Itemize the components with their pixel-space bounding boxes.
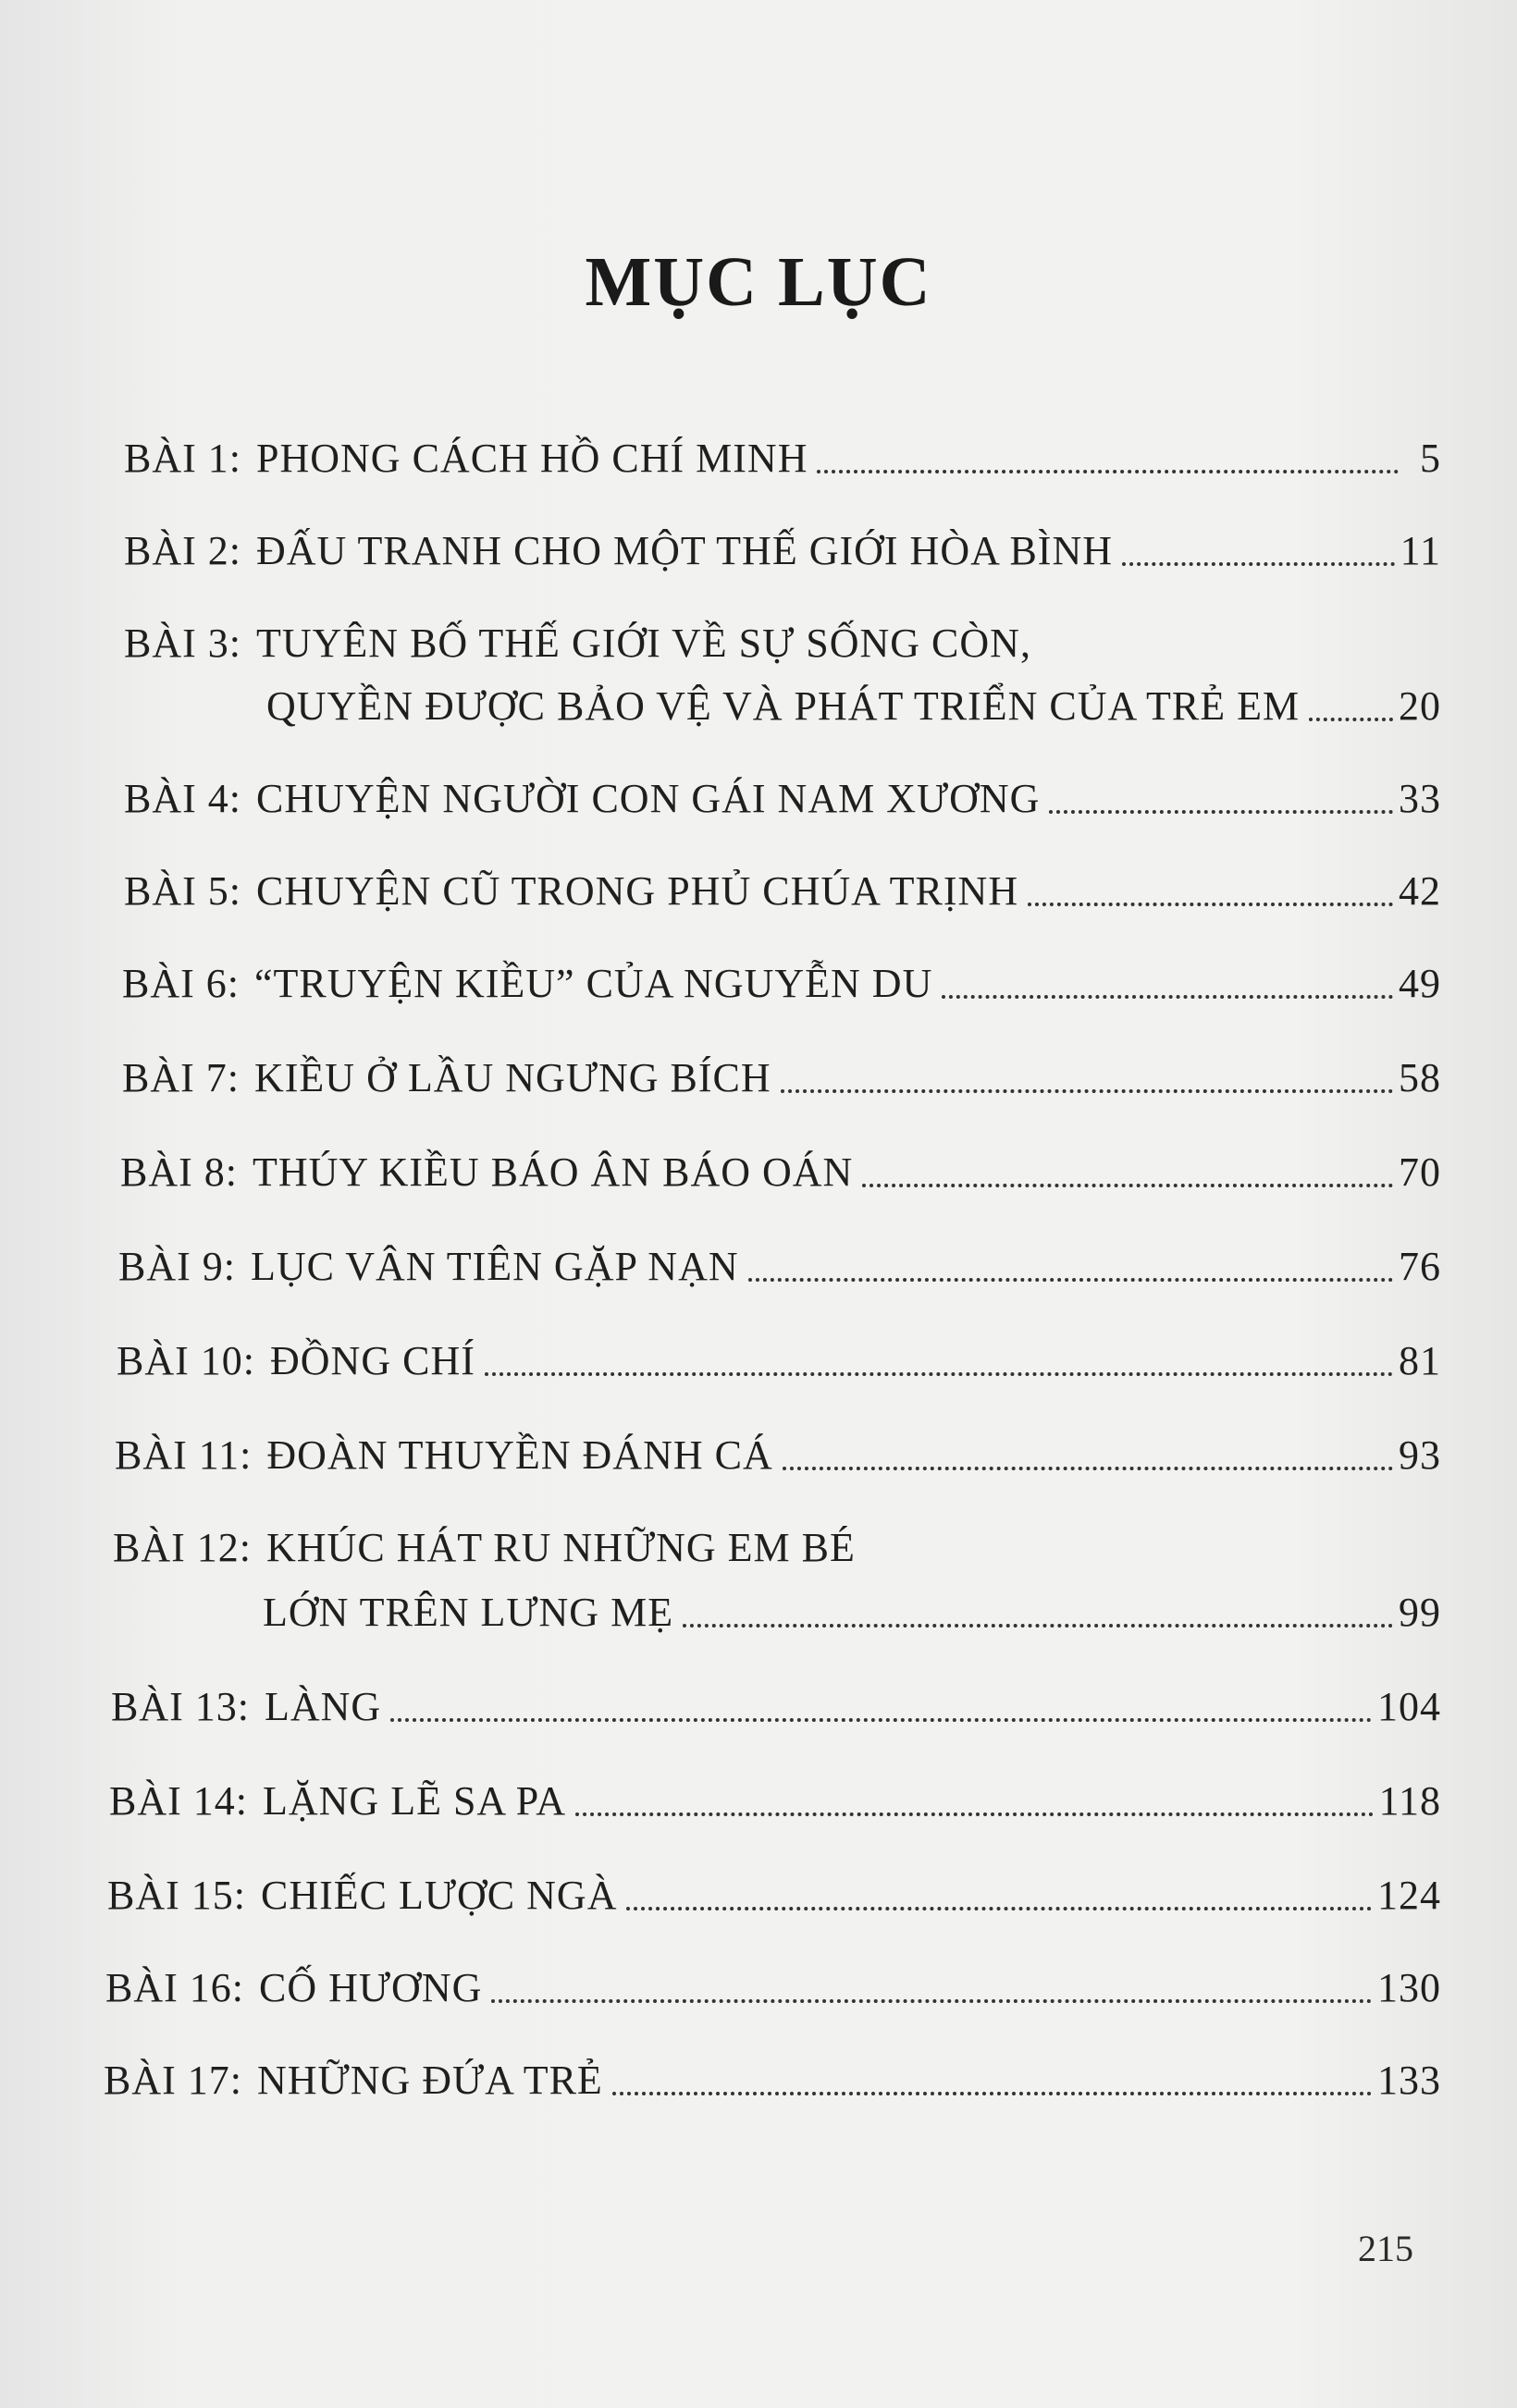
dot-leader <box>612 2092 1372 2095</box>
page-number: 215 <box>1358 2228 1413 2269</box>
toc-entry-label: BÀI 1: <box>124 436 241 481</box>
toc-entry-label: BÀI 3: <box>124 620 241 666</box>
toc-entry-page: 20 <box>1399 683 1441 729</box>
toc-entry-label: BÀI 16: <box>105 1965 244 2010</box>
toc-entry-page: 104 <box>1377 1684 1441 1729</box>
dot-leader <box>942 995 1393 999</box>
toc-entry-label: BÀI 9: <box>118 1244 236 1289</box>
toc-entry-title: CHUYỆN CŨ TRONG PHỦ CHÚA TRỊNH <box>256 868 1019 914</box>
dot-leader <box>1049 810 1393 814</box>
toc-entry-label: BÀI 17: <box>104 2058 242 2103</box>
toc-entry-title: ĐỒNG CHÍ <box>270 1338 475 1383</box>
toc-entry-page: 118 <box>1378 1778 1441 1824</box>
toc-entry-title: LỤC VÂN TIÊN GẶP NẠN <box>251 1244 739 1289</box>
dot-leader <box>1309 718 1393 721</box>
toc-entry-label: BÀI 4: <box>124 776 241 821</box>
toc-entry-page: 124 <box>1377 1873 1441 1918</box>
toc-entry-label: BÀI 7: <box>122 1055 240 1100</box>
dot-leader <box>683 1624 1393 1628</box>
toc-entry-label: BÀI 11: <box>115 1432 253 1478</box>
toc-entry-title: NHỮNG ĐỨA TRẺ <box>257 2058 603 2103</box>
toc-entry-label: BÀI 2: <box>124 528 241 573</box>
dot-leader <box>817 470 1399 473</box>
toc-entry-page: 49 <box>1399 961 1441 1006</box>
toc-entry-label: BÀI 14: <box>109 1778 248 1824</box>
toc-entry-page: 133 <box>1377 2058 1441 2103</box>
toc-entry-page: 76 <box>1399 1244 1441 1289</box>
toc-entry-label: BÀI 6: <box>122 961 240 1006</box>
toc-entry-title: THÚY KIỀU BÁO ÂN BÁO OÁN <box>253 1149 854 1195</box>
dot-leader <box>781 1089 1393 1093</box>
toc-entry-title: ĐOÀN THUYỀN ĐÁNH CÁ <box>266 1432 773 1478</box>
toc-entry-title: KHÚC HÁT RU NHỮNG EM BÉ <box>266 1525 856 1570</box>
toc-entry-title-continued: QUYỀN ĐƯỢC BẢO VỆ VÀ PHÁT TRIỂN CỦA TRẺ EM <box>266 683 1301 729</box>
toc-entry-page: 58 <box>1399 1055 1441 1100</box>
toc-entry-title: “TRUYỆN KIỀU” CỦA NGUYỄN DU <box>254 961 933 1006</box>
toc-entry-title: PHONG CÁCH HỒ CHÍ MINH <box>256 436 808 481</box>
toc-entry-page: 130 <box>1377 1965 1441 2010</box>
dot-leader <box>783 1467 1393 1470</box>
toc-entry-label: BÀI 15: <box>107 1873 246 1918</box>
dot-leader <box>626 1907 1372 1910</box>
toc-entry-page: 70 <box>1399 1149 1441 1195</box>
dot-leader <box>1122 562 1395 566</box>
toc-entry-title: LẶNG LẼ SA PA <box>263 1778 566 1824</box>
toc-entry-title-continued: LỚN TRÊN LƯNG MẸ <box>263 1590 674 1635</box>
dot-leader <box>390 1718 1372 1722</box>
page-title: MỤC LỤC <box>585 243 932 321</box>
toc-entry-title: KIỀU Ở LẦU NGƯNG BÍCH <box>254 1055 771 1100</box>
toc-entry-label: BÀI 8: <box>120 1149 238 1195</box>
toc-entry-title: ĐẤU TRANH CHO MỘT THẾ GIỚI HÒA BÌNH <box>256 528 1113 573</box>
dot-leader <box>862 1184 1393 1187</box>
dot-leader <box>1028 903 1393 906</box>
dot-leader <box>575 1812 1374 1816</box>
toc-entry-title: TUYÊN BỐ THẾ GIỚI VỀ SỰ SỐNG CÒN, <box>256 620 1031 666</box>
toc-entry-title: LÀNG <box>265 1684 382 1729</box>
toc-entry-title: CHUYỆN NGƯỜI CON GÁI NAM XƯƠNG <box>256 776 1041 821</box>
toc-entry-label: BÀI 12: <box>113 1525 252 1570</box>
toc-entry-title: CHIẾC LƯỢC NGÀ <box>261 1873 618 1918</box>
toc-entry-label: BÀI 5: <box>124 868 241 914</box>
toc-entry-page: 33 <box>1399 776 1441 821</box>
dot-leader <box>485 1372 1393 1376</box>
toc-entry-page: 81 <box>1399 1338 1441 1383</box>
toc-entry-label: BÀI 13: <box>111 1684 250 1729</box>
toc-entry-page: 42 <box>1399 868 1441 914</box>
toc-entry-page: 5 <box>1420 436 1441 481</box>
toc-entry-page: 11 <box>1400 528 1441 573</box>
toc-entry-label: BÀI 10: <box>117 1338 255 1383</box>
toc-entry-page: 99 <box>1399 1590 1441 1635</box>
dot-leader <box>491 1999 1372 2003</box>
toc-entry-page: 93 <box>1399 1432 1441 1478</box>
toc-entry-title: CỐ HƯƠNG <box>259 1965 483 2010</box>
dot-leader <box>748 1278 1393 1282</box>
